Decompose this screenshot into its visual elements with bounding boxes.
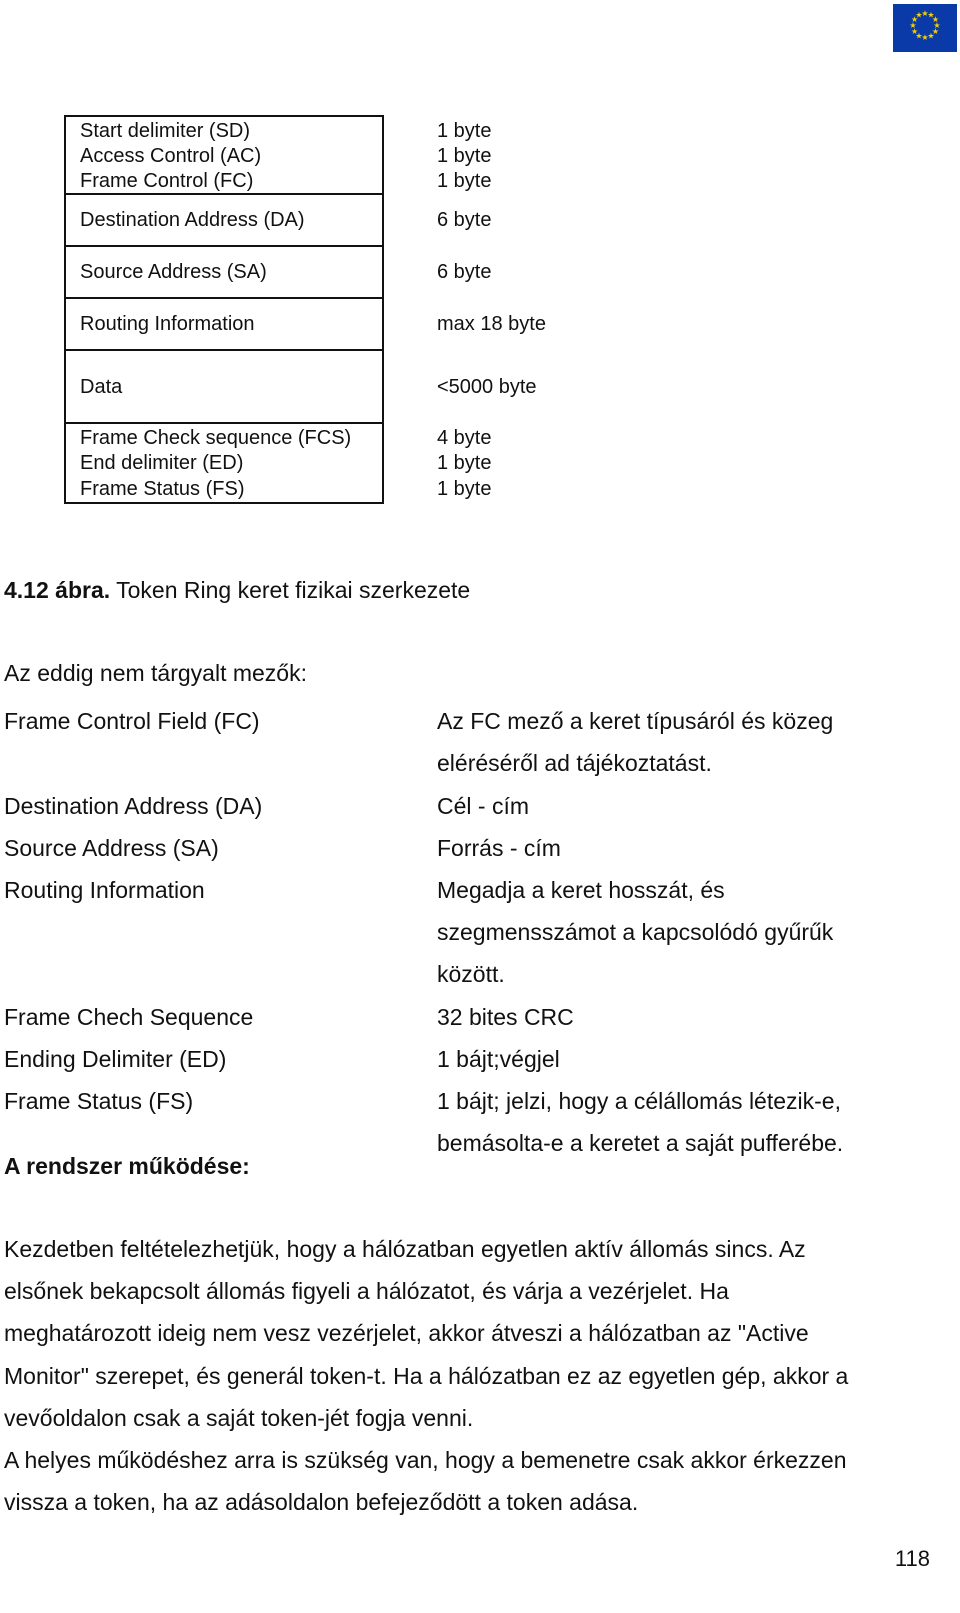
- eu-stars-icon: [893, 4, 957, 52]
- paragraph-line: A helyes működéshez arra is szükség van, hogy a bemenetre csak akkor érkezzen: [4, 1447, 847, 1473]
- frame-field-label: Access Control (AC): [80, 145, 262, 167]
- paragraph-line: Monitor" szerepet, és generál token-t. Ha a hálózatban ez az egyetlen gép, akkor a: [4, 1362, 849, 1389]
- definition-desc: eléréséről ad tájékoztatást.: [437, 750, 712, 776]
- svg-text:★: ★: [909, 21, 917, 30]
- definition-term: Source Address (SA): [4, 835, 219, 861]
- frame-field-label: Frame Check sequence (FCS): [80, 427, 352, 449]
- figure-title: Token Ring keret fizikai szerkezete: [110, 577, 471, 603]
- eu-flag-logo: [893, 4, 957, 52]
- frame-field-label: Routing Information: [80, 313, 255, 335]
- frame-field-size: 1 byte: [437, 478, 492, 500]
- definition-term: Frame Chech Sequence: [4, 1004, 254, 1030]
- frame-row: [64, 207, 492, 233]
- svg-text:★: ★: [915, 10, 923, 20]
- svg-text:★: ★: [931, 27, 939, 36]
- frame-field-label: Frame Control (FC): [80, 170, 254, 192]
- frame-field-size: 6 byte: [437, 209, 492, 231]
- definition-desc: 1 bájt; jelzi, hogy a célállomás létezik-e,: [437, 1088, 841, 1114]
- definition-term: Routing Information: [4, 877, 205, 903]
- definition-term: Ending Delimiter (ED): [4, 1046, 227, 1072]
- figure-number: 4.12 ábra.: [4, 577, 111, 603]
- svg-text:★: ★: [911, 27, 919, 36]
- frame-row: [64, 168, 492, 194]
- frame-field-size: 6 byte: [437, 261, 492, 283]
- paragraph-line: elsőnek bekapcsolt állomás figyeli a hálózatot, és várja a vezérjelet. Ha: [4, 1278, 729, 1305]
- frame-field-label: Source Address (SA): [80, 261, 267, 283]
- frame-row: [64, 118, 492, 144]
- frame-field-label: Start delimiter (SD): [80, 120, 251, 142]
- svg-text:★: ★: [921, 9, 929, 18]
- paragraph: [4, 1228, 934, 1439]
- frame-field-size: 1 byte: [437, 452, 492, 474]
- figure-caption: [4, 575, 470, 605]
- definition-desc: 1 bájt;végjel: [437, 1046, 560, 1072]
- definition-desc: Megadja a keret hosszát, és: [437, 877, 725, 903]
- frame-field-size: <5000 byte: [437, 376, 537, 398]
- paragraph-line: vissza a token, ha az adásoldalon befejeződött a token adása.: [4, 1489, 639, 1516]
- paragraph: [4, 1439, 934, 1523]
- frame-field-size: 1 byte: [437, 120, 492, 142]
- definition-term: Destination Address (DA): [4, 793, 263, 819]
- frame-field-size: 1 byte: [437, 170, 492, 192]
- definition-desc: szegmensszámot a kapcsolódó gyűrűk: [437, 919, 834, 945]
- definition-term: Frame Status (FS): [4, 1088, 194, 1114]
- frame-row: [64, 374, 537, 400]
- definition-desc: 32 bites CRC: [437, 1004, 574, 1030]
- frame-row: [64, 450, 492, 476]
- frame-field-size: 1 byte: [437, 145, 492, 167]
- svg-text:★: ★: [911, 15, 919, 24]
- svg-text:★: ★: [915, 31, 923, 41]
- frame-row: [64, 259, 492, 285]
- paragraph-line: Kezdetben feltételezhetjük, hogy a hálózatban egyetlen aktív állomás sincs. Az: [4, 1236, 806, 1262]
- frame-row: [64, 311, 546, 337]
- svg-text:★: ★: [927, 10, 935, 20]
- svg-text:★: ★: [933, 21, 941, 30]
- section-heading: A rendszer működése:: [4, 1153, 250, 1179]
- frame-field-label: Frame Status (FS): [80, 478, 245, 500]
- intro-text: Az eddig nem tárgyalt mezők:: [4, 660, 307, 686]
- svg-text:★: ★: [921, 33, 929, 42]
- paragraph-line: vevőoldalon csak a saját token-jét fogja venni.: [4, 1404, 474, 1431]
- frame-field-label: End delimiter (ED): [80, 452, 244, 474]
- definition-desc: Forrás - cím: [437, 835, 561, 861]
- svg-text:★: ★: [931, 15, 939, 24]
- svg-text:★: ★: [927, 31, 935, 41]
- frame-field-size: max 18 byte: [437, 313, 546, 335]
- frame-field-label: Data: [80, 376, 123, 398]
- paragraph-line: meghatározott ideig nem vesz vezérjelet, akkor átveszi a hálózatban az "Active: [4, 1320, 809, 1347]
- frame-row: [64, 143, 492, 169]
- definition-desc: Cél - cím: [437, 793, 529, 819]
- frame-row: [64, 425, 492, 451]
- definition-desc: között.: [437, 961, 505, 987]
- definition-desc: Az FC mező a keret típusáról és közeg: [437, 708, 834, 734]
- frame-field-label: Destination Address (DA): [80, 209, 305, 231]
- frame-row: [64, 476, 492, 502]
- definition-desc: bemásolta-e a keretet a saját pufferébe.: [437, 1130, 844, 1156]
- page-number: 118: [894, 1546, 930, 1571]
- definition-term: Frame Control Field (FC): [4, 708, 260, 734]
- frame-field-size: 4 byte: [437, 427, 492, 449]
